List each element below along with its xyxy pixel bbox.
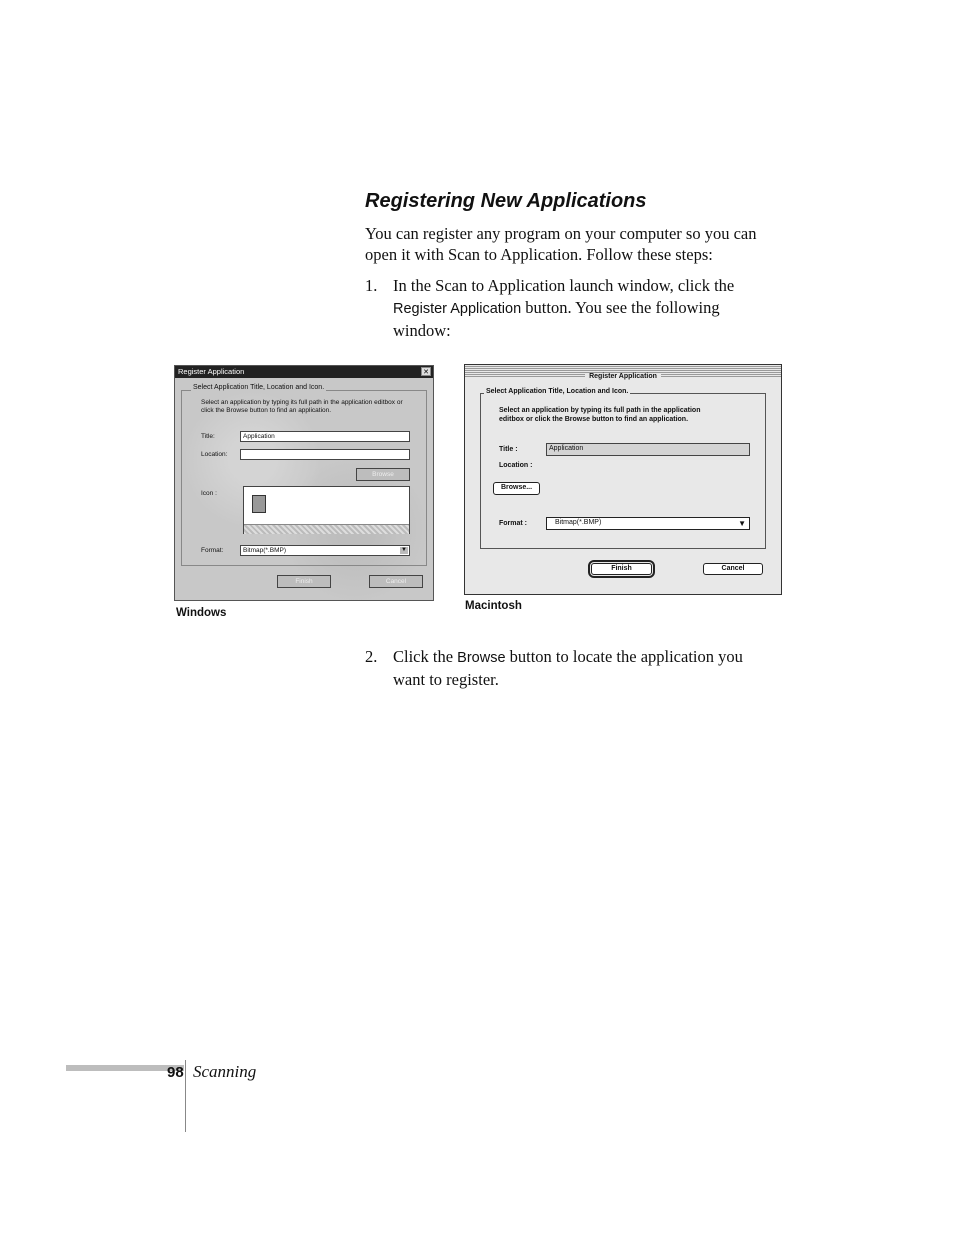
title-label: Title:: [201, 433, 215, 440]
title-label: Title :: [499, 446, 518, 453]
finish-button[interactable]: Finish: [591, 563, 652, 575]
mac-register-dialog: [464, 364, 782, 595]
dialog-title: Register Application: [585, 373, 661, 380]
chevron-down-icon[interactable]: ▼: [738, 519, 746, 528]
format-value: Bitmap(*.BMP): [555, 519, 602, 526]
dialog-instructions: [499, 406, 700, 424]
group-label: Select Application Title, Location and Icon.: [193, 384, 325, 391]
footer-divider: [185, 1060, 186, 1132]
icon-label: Icon :: [201, 490, 217, 497]
instructions-line: editbox or click the Browse button to find an application.: [499, 416, 689, 423]
dialog-title: Register Application: [178, 367, 245, 376]
horizontal-scrollbar[interactable]: [244, 524, 409, 534]
browse-button[interactable]: Browse...: [493, 482, 540, 495]
format-select[interactable]: [546, 517, 750, 530]
ui-term-browse: Browse: [457, 650, 506, 666]
browse-button[interactable]: Browse: [356, 468, 410, 481]
format-label: Format :: [499, 520, 527, 527]
location-label: Location:: [201, 451, 228, 458]
dialog-title-bar: [465, 365, 781, 380]
group-label: Select Application Title, Location and Icon.: [486, 388, 629, 395]
format-select[interactable]: [240, 545, 410, 556]
dialog-title-bar: [175, 366, 433, 378]
step-1: [365, 275, 775, 341]
step-number: 1.: [365, 276, 378, 295]
format-label: Format:: [201, 547, 224, 554]
footer-section-name: Scanning: [193, 1062, 257, 1081]
cancel-button[interactable]: Cancel: [369, 575, 423, 588]
ui-term-register-application: Register Application: [393, 301, 522, 317]
format-value: Bitmap(*.BMP): [243, 547, 286, 554]
instructions-line: Select an application by typing its full path in the application: [499, 407, 701, 414]
intro-paragraph: You can register any program on your computer so you can open it with Scan to Application. Follow these steps:: [365, 224, 757, 264]
step-text: In the Scan to Application launch window, click the: [393, 276, 735, 295]
step-2: [365, 646, 775, 692]
close-icon[interactable]: ✕: [421, 367, 431, 376]
page-number: 98: [167, 1064, 184, 1081]
windows-caption: Windows: [176, 607, 227, 619]
macintosh-caption: Macintosh: [465, 600, 522, 612]
title-input[interactable]: Application: [546, 443, 750, 456]
windows-register-dialog: [174, 365, 434, 601]
step-text: button to locate the application you want to register.: [393, 647, 743, 689]
title-input[interactable]: Application: [240, 431, 410, 442]
step-text: button. You see the following window:: [393, 298, 720, 340]
location-input[interactable]: [240, 449, 410, 460]
finish-button[interactable]: Finish: [277, 575, 331, 588]
dialog-instructions: Select an application by typing its full path in the application editbox or click the Browse button to find an application.: [201, 399, 403, 414]
step-number: 2.: [365, 647, 378, 666]
location-label: Location :: [499, 462, 533, 469]
section-heading: Registering New Applications: [365, 190, 647, 212]
application-icon: [252, 495, 266, 513]
chevron-down-icon[interactable]: ▼: [401, 547, 407, 553]
step-text: Click the: [393, 647, 454, 666]
cancel-button[interactable]: Cancel: [703, 563, 763, 575]
